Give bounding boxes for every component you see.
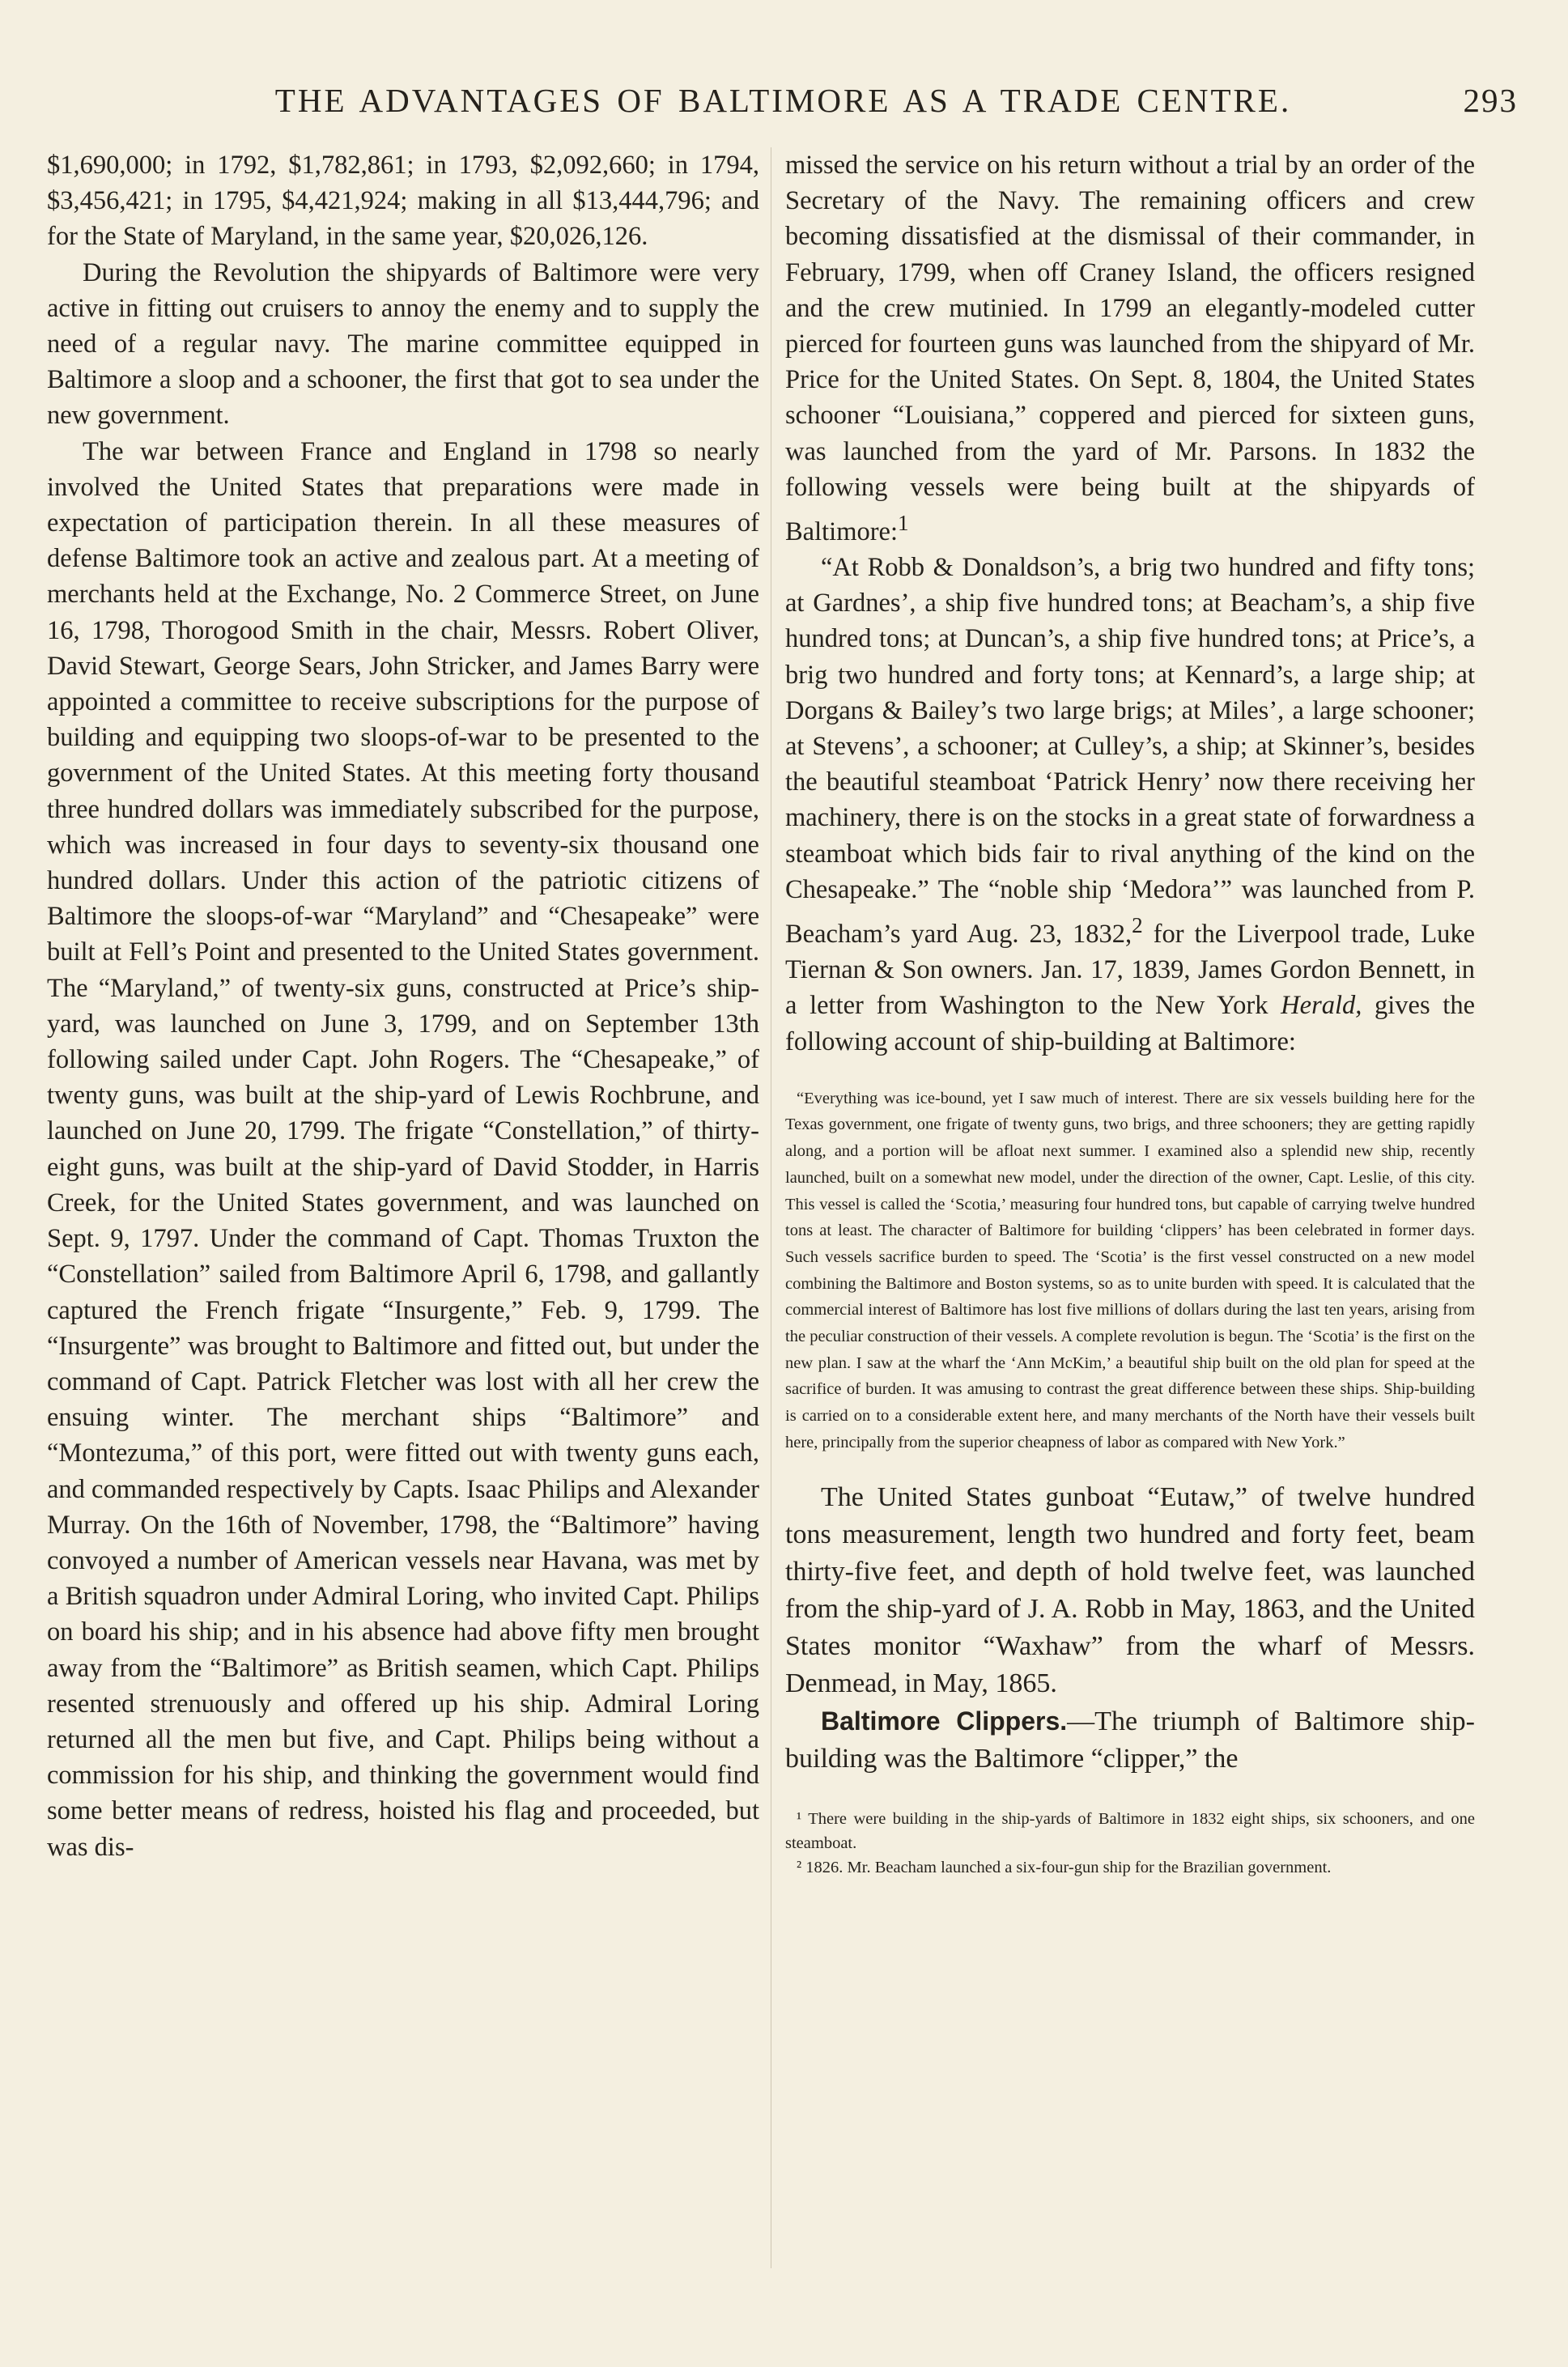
paragraph: $1,690,000; in 1792, $1,782,861; in 1793, $2,092,660; in 1794, $3,456,421; in 1795, $4,421,924; making in all $13,444,796; and for the State of Maryland, in the same year, $20,026,126. [47, 151, 759, 252]
paragraph [785, 147, 1475, 550]
quote-text: “Everything was ice-bound, yet I saw much of interest. There are six vessels building here for the Texas government, one frigate of twenty guns, two brigs, and three schooners; they are getting rapidly along, and a portion will be afloat next summer. I examined also a splendid new ship, recently launched, built on a somewhat new model, under the direction of the owner, Capt. Leslie, of this city. This vessel is called the ‘Scotia,’ measuring four hundred tons, but capable of carrying twelve hundred tons at least. The character of Baltimore for building ‘clippers’ has been celebrated in former days. Such vessels sacrifice burden to speed. The ‘Scotia’ is the first vessel constructed on a new model combining the Baltimore and Boston systems, so as to unite burden with speed. It is calculated that the commercial interest of Baltimore has lost five millions of dollars during the last ten years, arising from the peculiar construction of their vessels. A complete revolution is begun. The ‘Scotia’ is the first on the new plan. I saw at the wharf the ‘Ann McKim,’ a beautiful ship built on the old plan for speed at the sacrifice of burden. It was amusing to contrast the great difference between these ships. Ship-building is carried on to a considerable extent here, and many merchants of the North have their vessels built here, principally from the superior cheapness of labor as compared with New York.” [785, 1089, 1475, 1451]
paragraph [785, 1702, 1475, 1778]
paragraph-text: “At Robb & Donaldson’s, a brig two hundred and fifty tons; at Gardnes’, a ship five hundred tons; at Beacham’s, a ship five hundred tons; at Duncan’s, a ship five hundred tons; at Price’s, a brig two hundred and forty tons; at Kennard’s, a large ship; at Dorgans & Bailey’s two large brigs; at Miles’, a large schooner; at Stevens’, a schooner; at Culley’s, a ship; at Skinner’s, besides the beautiful steamboat ‘Patrick Henry’ now there receiving her machinery, there is on the stocks in a great state of forwardness a steamboat which bids fair to rival anything of the kind on the Chesapeake.” The “noble ship ‘Medora’” was launched from P. Beacham’s yard Aug. 23, 1832, [785, 553, 1475, 949]
paragraph-text: gives the following account of ship-building at Baltimore: [785, 991, 1475, 1056]
paragraph-text: for the Liverpool trade, Luke Tiernan & Son owners. Jan. 17, 1839, James Gordon Bennett, in a letter from Washington to the New York [785, 919, 1475, 1021]
paragraph: The United States gunboat “Eutaw,” of twelve hundred tons measurement, length two hundred and forty feet, beam thirty-five feet, and depth of hold twelve feet, was launched from the ship-yard of J. A. Robb in May, 1863, and the United States monitor “Waxhaw” from the wharf of Messrs. Denmead, in May, 1865. [785, 1481, 1475, 1698]
newspaper-title: Herald, [1281, 991, 1362, 1021]
footnote-ref: 2 [1132, 913, 1143, 938]
running-header [49, 81, 1518, 130]
block-quote [785, 1086, 1475, 1456]
footnote-ref: 1 [898, 511, 909, 536]
footnotes [785, 1807, 1475, 1880]
side-heading: Baltimore Clippers. [821, 1706, 1068, 1736]
paragraph-text: —The triumph of Baltimore ship-building was the Baltimore “clipper,” the [785, 1706, 1476, 1774]
paragraph-text: missed the service on his return without a trial by an order of the Secretary of the Navy. The remaining officers and crew becoming dissatisfied at the dismissal of their commander, in February, 1799, when off Craney Island, the officers resigned and the crew mutinied. In 1799 an elegantly-modeled cutter pierced for fourteen guns was launched from the shipyard of Mr. Price for the United States. On Sept. 8, 1804, the United States schooner “Louisiana,” coppered and pierced for sixteen guns, was launched from the yard of Mr. Parsons. In 1832 the following vessels were being built at the shipyards of Baltimore: [785, 151, 1475, 546]
left-column [47, 147, 759, 1865]
running-title: THE ADVANTAGES OF BALTIMORE AS A TRADE CENTRE. [274, 82, 1292, 119]
page-number: 293 [1463, 82, 1518, 119]
paragraph: During the Revolution the shipyards of Baltimore were very active in fitting out cruisers to annoy the enemy and to supply the need of a regular navy. The marine committee equipped in Baltimore a sloop and a schooner, the first that got to sea under the new government. [47, 257, 759, 431]
footnote: ¹ There were building in the ship-yards of Baltimore in 1832 eight ships, six schooners, and one steamboat. [785, 1809, 1475, 1852]
paragraph: The war between France and England in 1798 so nearly involved the United States that preparations were made in expectation of participation therein. In all these measures of defense Baltimore took an active and zealous part. At a meeting of merchants held at the Exchange, No. 2 Commerce Street, on June 16, 1798, Thorogood Smith in the chair, Messrs. Robert Oliver, David Stewart, George Sears, John Stricker, and James Barry were appointed a committee to receive subscriptions for the purpose of building and equipping two sloops-of-war to be presented to the government of the United States. At this meeting forty thousand three hundred dollars was immediately subscribed for the purpose, which was increased in four days to seventy-six thousand one hundred dollars. Under this action of the patriotic citizens of Baltimore the sloops-of-war “Maryland” and “Chesapeake” were built at Fell’s Point and presented to the United States government. The “Maryland,” of twenty-six guns, constructed at Price’s ship-yard, was launched on June 3, 1799, and on September 13th following sailed under Capt. John Rogers. The “Chesapeake,” of twenty guns, was built at the ship-yard of Lewis Rochbrune, and launched on June 20, 1799. The frigate “Constellation,” of thirty-eight guns, was built at the ship-yard of David Stodder, in Harris Creek, for the United States government, and was launched on Sept. 9, 1797. Under the command of Capt. Thomas Truxton the “Constellation” sailed from Baltimore April 6, 1798, and gallantly captured the French frigate “Insurgente,” Feb. 9, 1799. The “Insurgente” was brought to Baltimore and fitted out, but under the command of Capt. Patrick Fletcher was lost with all her crew the ensuing winter. The merchant ships “Baltimore” and “Montezuma,” of this port, were fitted out with twenty guns each, and commanded respectively by Capts. Isaac Philips and Alexander Murray. On the 16th of November, 1798, the “Baltimore” having convoyed a number of American vessels near Havana, was met by a British squadron under Admiral Loring, who invited Capt. Philips on board his ship; and in his absence had above fifty men brought away from the “Baltimore” as British seamen, which Capt. Philips resented strenuously and offered up his ship. Admiral Loring returned all the men but five, and Capt. Philips being without a commission for his ship, and thinking the government would find some better means of redress, hoisted his flag and proceeded, but was dis- [47, 436, 759, 1862]
right-column [785, 147, 1475, 1880]
footnote: ² 1826. Mr. Beacham launched a six-four-gun ship for the Brazilian government. [797, 1858, 1332, 1876]
paragraph [785, 550, 1475, 1060]
